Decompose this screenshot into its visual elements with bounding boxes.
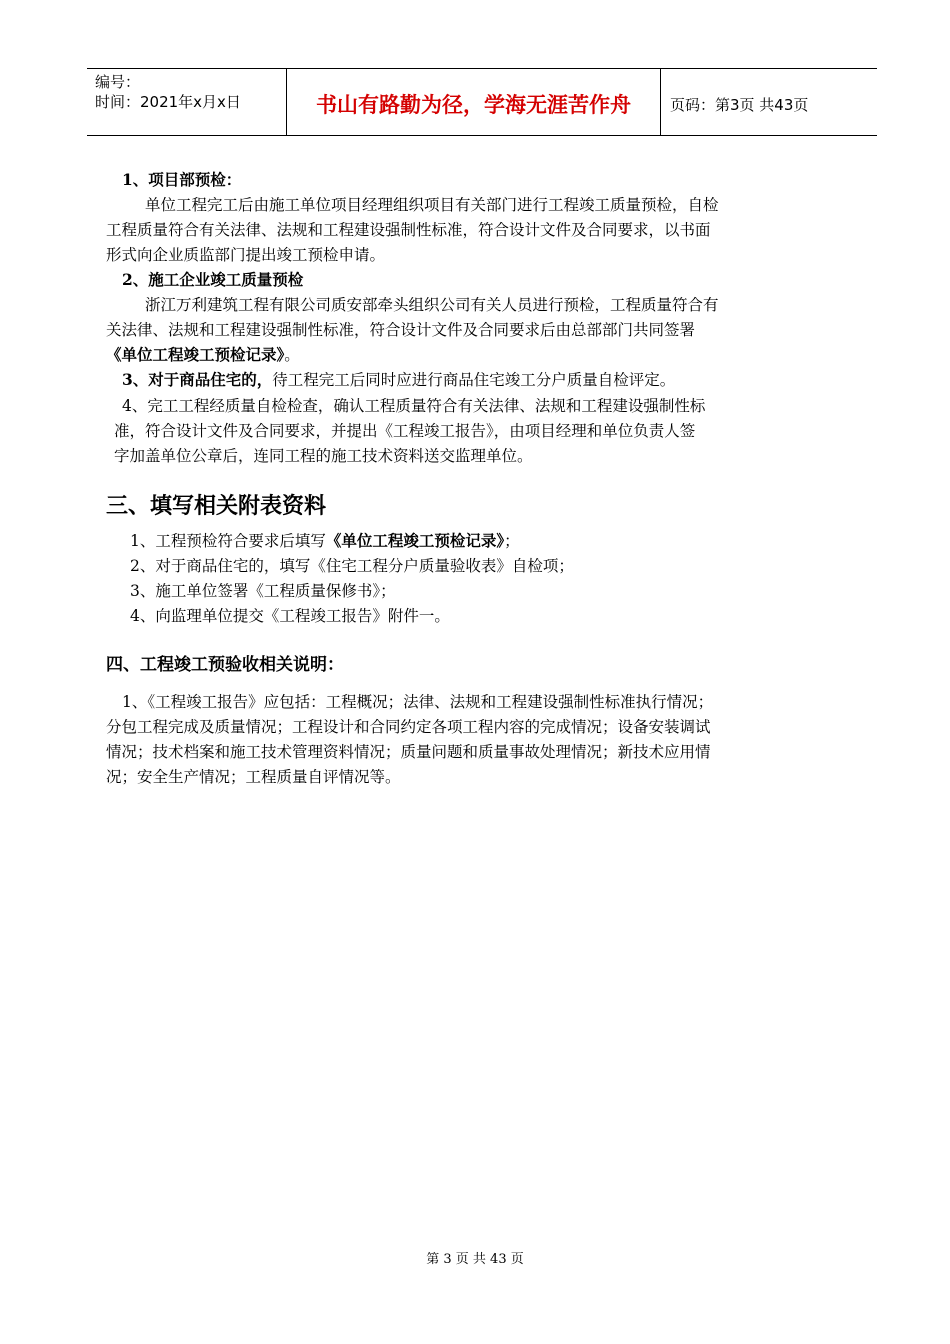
section-four-para-line: 情况；技术档案和施工技术管理资料情况；质量问题和质量事故处理情况；新技术应用情	[106, 743, 711, 761]
section-3-line: 3、对于商品住宅的，待工程完工后同时应进行商品住宅竣工分户质量自检评定。	[122, 370, 676, 389]
section-4-para-line: 4、完工工程经质量自检检查，确认工程质量符合有关法律、法规和工程建设强制性标	[122, 397, 706, 415]
section-1-title: 1、项目部预检：	[122, 170, 242, 189]
section-four-para-line: 1、《工程竣工报告》应包括：工程概况；法律、法规和工程建设强制性标准执行情况；	[122, 693, 714, 711]
heading-section-three: 三、填写相关附表资料	[106, 494, 327, 519]
list-item: 2、对于商品住宅的，填写《住宅工程分户质量验收表》自检项；	[130, 557, 574, 575]
header-motto: 书山有路勤为径，学海无涯苦作舟	[287, 69, 661, 135]
record-title: 《单位工程竣工预检记录》	[106, 345, 285, 364]
list-item: 1、工程预检符合要求后填写《单位工程竣工预检记录》；	[130, 531, 520, 550]
section-2-title: 2、施工企业竣工质量预检	[122, 270, 304, 289]
section-1-para-line: 单位工程完工后由施工单位项目经理组织项目有关部门进行工程竣工质量预检，自检	[145, 196, 719, 214]
section-1-para-line: 形式向企业质监部门提出竣工预检申请。	[106, 246, 386, 264]
section-1-para-line: 工程质量符合有关法律、法规和工程建设强制性标准，符合设计文件及合同要求，以书面	[106, 221, 711, 239]
page-header	[87, 68, 877, 136]
header-page-info: 页码：第3页 共43页	[670, 95, 809, 114]
list-item: 3、施工单位签署《工程质量保修书》；	[130, 582, 396, 600]
header-meta	[87, 69, 287, 135]
time-label: 时间：2021年x月x日	[95, 93, 241, 111]
heading-section-four: 四、工程竣工预验收相关说明：	[106, 655, 344, 675]
page-footer: 第 3 页 共 43 页	[426, 1252, 524, 1267]
serial-label: 编号：	[95, 73, 141, 91]
section-four-para-line: 况；安全生产情况；工程质量自评情况等。	[106, 768, 401, 786]
section-four-para-line: 分包工程完成及质量情况；工程设计和合同约定各项工程内容的完成情况；设备安装调试	[106, 718, 711, 736]
section-4-para-line: 字加盖单位公章后，连同工程的施工技术资料送交监理单位。	[114, 447, 533, 465]
section-2-para-line: 浙江万利建筑工程有限公司质安部牵头组织公司有关人员进行预检，工程质量符合有	[145, 296, 719, 314]
list-item: 4、向监理单位提交《工程竣工报告》附件一。	[130, 607, 450, 625]
section-2-para-line: 《单位工程竣工预检记录》。	[106, 345, 300, 364]
section-4-para-line: 准，符合设计文件及合同要求，并提出《工程竣工报告》，由项目经理和单位负责人签	[114, 422, 696, 440]
section-2-para-line: 关法律、法规和工程建设强制性标准，符合设计文件及合同要求后由总部部门共同签署	[106, 321, 696, 339]
